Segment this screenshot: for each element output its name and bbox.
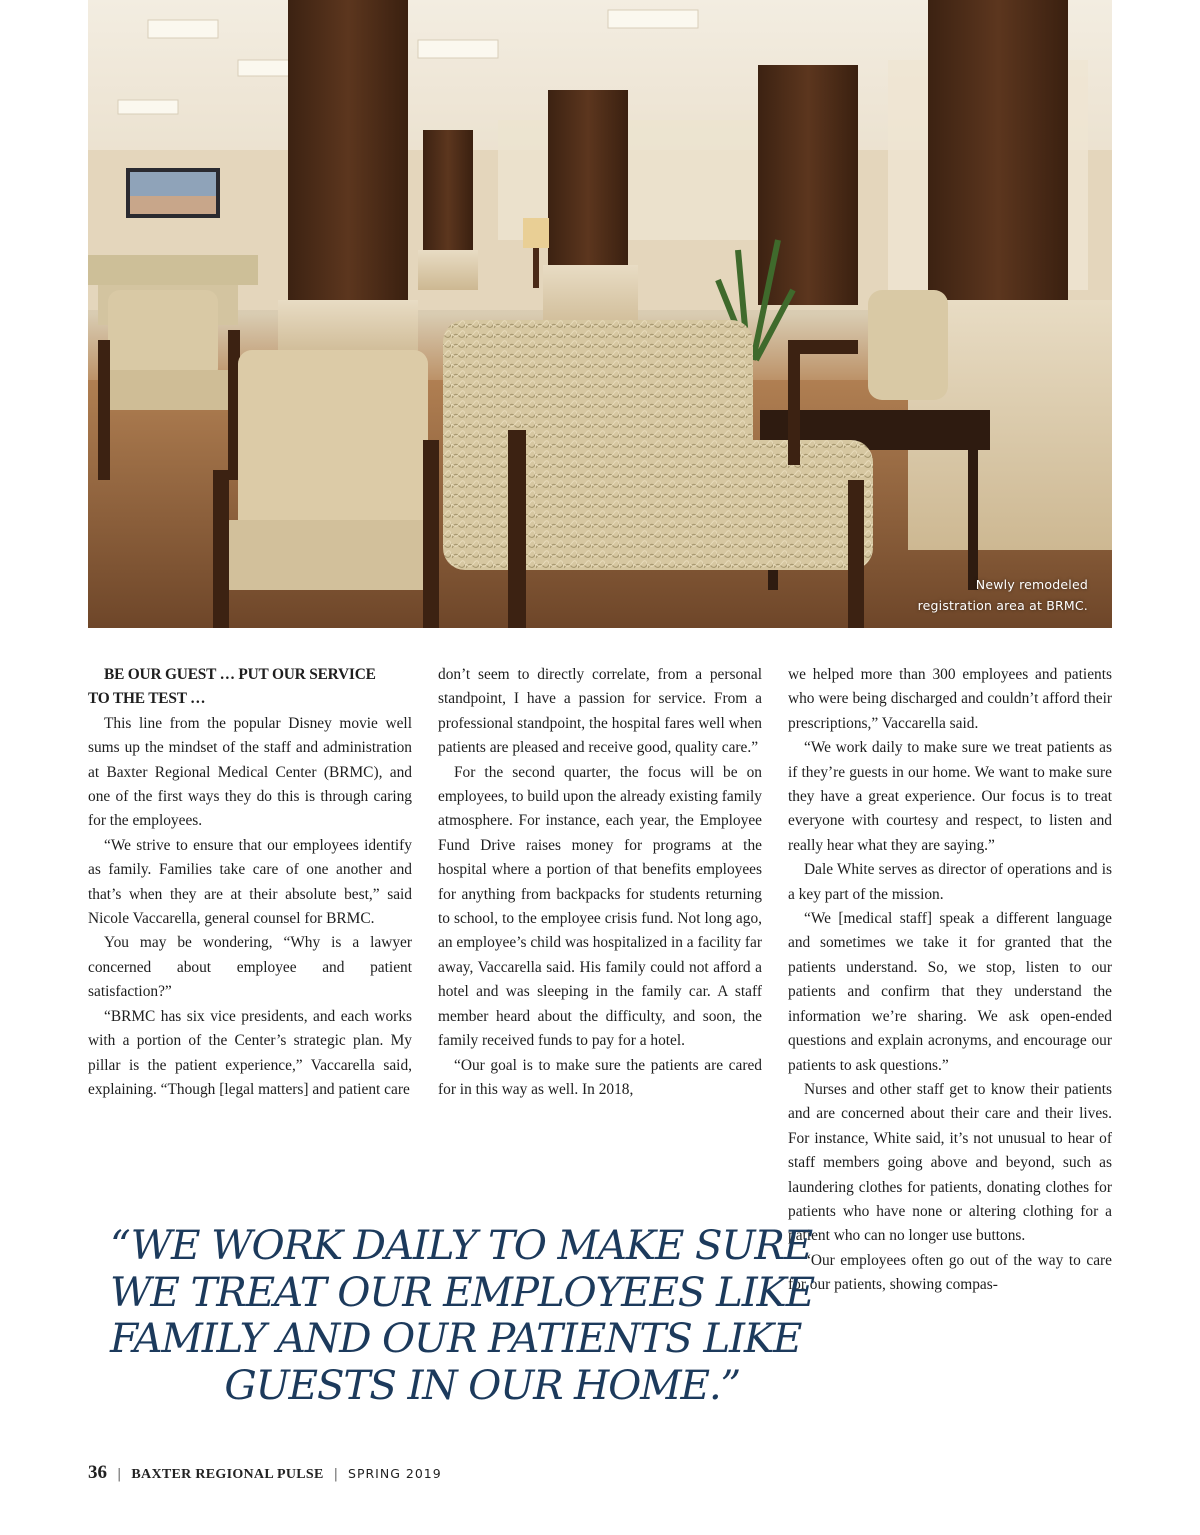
section-heading xyxy=(88,663,412,712)
caption-line-2: registration area at BRMC. xyxy=(917,598,1088,613)
paragraph: “Our goal is to make sure the patients are cared for in this way as well. In 2018, xyxy=(438,1056,762,1098)
pull-quote xyxy=(110,1221,814,1409)
paragraph: This line from the popular Disney movie well sums up the mindset of the staff and administration at Baxter Regional Medical Center (BRMC), and one of the first ways they do this is through caring for the employees. xyxy=(88,714,412,830)
paragraph: “Our employees often go out of the way to care for our patients, showing compas- xyxy=(788,1251,1112,1294)
waiting-room-illustration xyxy=(88,0,1112,628)
pull-quote-line-4: GUESTS IN OUR HOME.” xyxy=(224,1360,740,1409)
publication-name: BAXTER REGIONAL PULSE xyxy=(131,1467,324,1482)
paragraph: we helped more than 300 employees and patients who were being discharged and couldn’t afford their prescriptions,” Vaccarella said. xyxy=(788,666,1112,732)
section-heading-line-1: BE OUR GUEST … PUT OUR SERVICE xyxy=(104,666,376,683)
paragraph: “We [medical staff] speak a different language and sometimes we take it for granted that the patients understand. So, we stop, listen to our patients and confirm that they understand the information we’re sharing. We ask open-ended questions and explain acronyms, and encourage our patients to ask questions.” xyxy=(788,910,1112,1074)
paragraph: “We work daily to make sure we treat patients as if they’re guests in our home. We want to make sure they have a great experience. Our focus is to treat everyone with courtesy and respect, to listen and really hear what they are saying.” xyxy=(788,739,1112,854)
paragraph: You may be wondering, “Why is a lawyer concerned about employee and patient satisfaction?” xyxy=(88,934,412,1001)
pull-quote-line-2: WE TREAT OUR EMPLOYEES LIKE xyxy=(110,1267,814,1316)
paragraph: Dale White serves as director of operations and is a key part of the mission. xyxy=(788,861,1112,903)
section-heading-line-2: TO THE TEST … xyxy=(88,690,206,708)
pull-quote-line-1: “WE WORK DAILY TO MAKE SURE xyxy=(110,1221,813,1269)
page-footer xyxy=(88,1461,442,1487)
article-column-1 xyxy=(88,663,412,1102)
page-number: 36 xyxy=(88,1462,107,1483)
article-column-3 xyxy=(788,663,1112,1298)
hero-photo xyxy=(88,0,1112,628)
paragraph: For the second quarter, the focus will be on employees, to build upon the already existing family atmosphere. For instance, each year, the Employee Fund Drive raises money for programs at the hospital where a portion of that benefits employees for anything from backpacks for students returning to school, to the employee crisis fund. Not long ago, an employee’s child was hospitalized in a facility far away, Vaccarella said. His family could not afford a hotel and was sleeping in the family car. A staff member heard about the difficulty, and soon, the family received funds to pay for a hotel. xyxy=(438,763,762,1050)
footer-separator: | xyxy=(333,1467,339,1482)
photo-caption xyxy=(918,574,1088,616)
paragraph: Nurses and other staff get to know their patients and are concerned about their care and their lives. For instance, White said, it’s not unusual to hear of staff members going above and beyond, such as laundering clothes for patients, donating clothes for patients who have none or altering clothing for a patient who can no longer use buttons. xyxy=(788,1080,1112,1245)
article-column-2 xyxy=(438,663,762,1102)
paragraph: don’t seem to directly correlate, from a personal standpoint, I have a passion for service. From a professional standpoint, the hospital fares well when patients are pleased and receive good, quality care.” xyxy=(438,666,762,757)
paragraph: “BRMC has six vice presidents, and each works with a portion of the Center’s strategic plan. My pillar is the patient experience,” Vaccarella said, explaining. “Though [legal matters] and patient care xyxy=(88,1007,412,1098)
pull-quote-line-3: FAMILY AND OUR PATIENTS LIKE xyxy=(110,1314,802,1362)
paragraph: “We strive to ensure that our employees identify as family. Families take care of one another and that’s when they are at their absolute best,” said Nicole Vaccarella, general counsel for BRMC. xyxy=(88,836,412,928)
caption-line-1: Newly remodeled xyxy=(975,577,1088,592)
footer-separator: | xyxy=(117,1467,122,1482)
issue-label: SPRING 2019 xyxy=(348,1466,442,1481)
